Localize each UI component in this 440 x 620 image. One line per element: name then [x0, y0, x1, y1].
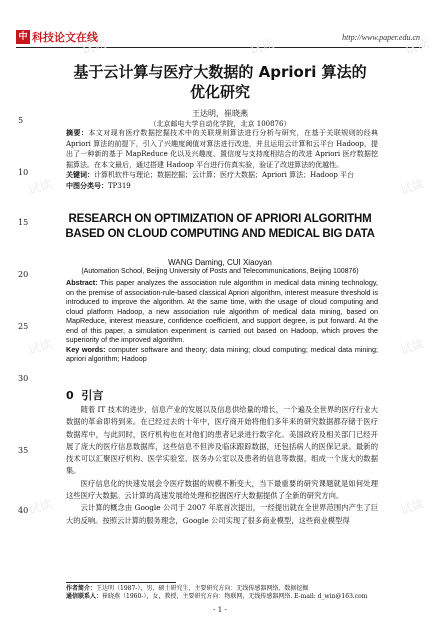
line-number: 15: [18, 218, 29, 227]
body-paragraph: 云计算的概念由 Google 公司于 2007 年底首次提出，一经提出就在全世界范围内产生了巨大的反响。按照云计算的服务理念，Google 公司实现了很多商业模型，这些商业模型得: [66, 503, 378, 525]
page-number: - 1 -: [213, 606, 227, 614]
watermark: 试读: [403, 36, 431, 58]
authors-cn: 王达明，崔晓燕: [192, 109, 248, 118]
keywords-en-label: Key words:: [66, 344, 106, 354]
watermark: 试读: [248, 36, 276, 58]
abstract-cn-block: [66, 128, 378, 191]
line-number: 25: [18, 322, 29, 331]
classification-cn-text: TP319: [108, 181, 131, 190]
footnote-rule: [66, 582, 176, 583]
footnote-contact-text: 崔晓燕（1960-），女，教授，主要研究方向：物联网，无线传感器网络. E-mail: d_win@163.com: [102, 593, 368, 600]
line-number: 30: [18, 374, 29, 383]
section-heading: [66, 387, 103, 403]
affiliation-en: (Automation School, Beijing University of Posts and Telecommunications, Beijing 100876): [81, 268, 359, 275]
abstract-cn-label: 摘要：: [66, 129, 89, 137]
paper-title-cn: 基于云计算与医疗大数据的 Apriori 算法的优化研究: [73, 63, 367, 101]
abstract-en-label: Abstract:: [66, 278, 98, 287]
watermark: 试读: [398, 176, 426, 198]
classification-cn-label: 中图分类号：: [66, 181, 108, 190]
line-number: 40: [18, 506, 29, 515]
body-paragraph: 随着 IT 技术的进步，信息产业的发展以及信息供给量的增长，一个遍及全世界的医疗行业大数据的革命即将到来。在已经过去的十年中，医疗商开始将他们多年来的研究数据都存储于医疗数据库中，与此同时，医疗机构也在对他们的患者记录进行数字化。美国政府及相关部门已经开展了庞大的医疗信息数据库，这些信息不但涉及临床跟踪数据，还包括病人的医保记录。最新的技术可以汇聚医疗机构、医学实验室、医务办公室以及患者的信息等数据，组成一个庞大的数据集。: [66, 405, 378, 476]
watermark: 试读: [398, 336, 426, 358]
keywords-cn: [66, 170, 378, 181]
watermark: 试读: [26, 176, 54, 198]
paper-title-en: RESEARCH ON OPTIMIZATION OF APRIORI ALGORITHM BASED ON CLOUD COMPUTING AND MEDICAL BIG DATA: [65, 213, 375, 240]
abstract-cn-text: 本文对现有医疗数据挖掘技术中的关联规则算法进行分析与研究，在基于关联规则的经典 Apriori 算法的前提下，引入了兴趣度阈值对算法进行改进，并且运用云计算和云平台 Hadoop，提出了一种新的基于 MapReduce 化以及兴趣度、置信度与支持度相结合的改进 Apriori 医疗数据挖掘算法。在本文最后，通过搭建 Hadoop 平台进行仿真实验，验证了改进算法的优越性。: [66, 129, 379, 169]
line-number: 20: [18, 270, 29, 279]
header-url[interactable]: http://www.paper.edu.cn: [342, 33, 420, 42]
authors-en: WANG Daming, CUI Xiaoyan: [168, 258, 272, 267]
section-number: 0: [66, 389, 74, 402]
body-text: [66, 404, 378, 527]
logo-text: 科技论文在线: [32, 31, 98, 44]
footnote-contact-label: 通信联系人：: [66, 593, 103, 600]
footnote-author-label: 作者简介：: [66, 585, 97, 592]
affiliation-cn: （北京邮电大学自动化学院，北京 100876）: [149, 120, 291, 128]
watermark: 试读: [398, 496, 426, 518]
keywords-cn-label: 关键词：: [66, 171, 94, 179]
abstract-en-text: This paper analyzes the association rule algorithm in medical data mining technology, on the premise of association-rule-based classical Apriori algorithm, interest measure threshold is introduced to improve the algorithm. At the same time, with the usage of cloud computing and cloud platform Hadoop, a new association rule algorithm of medical data mining, based on MapReduce, interest measure, confidence coefficient, and support degree, is put forward. At the end of this paper, a simulation experiment is carried out based on Hadoop, which proves the superiority of the improved algorithm.: [66, 278, 378, 344]
line-number: 10: [18, 168, 29, 177]
keywords-cn-text: 计算机软件与理论；数据挖掘；云计算；医疗大数据；Apriori 算法；Hadoop 平台: [94, 171, 355, 179]
keywords-en-text: computer software and theory; data mining; cloud computing; medical data mining; apriori algorithm; Hadoop: [66, 344, 379, 363]
footnote-author: [66, 585, 378, 593]
footnote: [66, 585, 378, 601]
abstract-en-block: [66, 278, 378, 364]
watermark: 试读: [26, 336, 54, 358]
section-title: 引言: [81, 389, 104, 402]
watermark: 试读: [26, 496, 54, 518]
body-paragraph: 医疗信息化的快速发展会令医疗数据的规模不断变大，当下最重要的研究课题就是如何处理这些医疗大数据。云计算的高速发展给处理和挖掘医疗大数据提供了全新的研究方向。: [66, 478, 378, 501]
line-number: 35: [18, 446, 29, 455]
footnote-contact: [66, 593, 378, 601]
line-number: 5: [18, 116, 24, 125]
abstract-en: [66, 278, 378, 345]
logo-mark: 中国: [16, 30, 30, 44]
classification-cn: [66, 181, 378, 192]
keywords-en: [66, 345, 378, 364]
header-rule: [16, 47, 422, 48]
watermark: 试读: [80, 36, 108, 58]
footnote-author-text: 王达明（1987-），男，硕士研究生，主要研究方向：无线传感器网络、数据挖掘: [96, 585, 309, 592]
abstract-cn: [66, 128, 378, 170]
